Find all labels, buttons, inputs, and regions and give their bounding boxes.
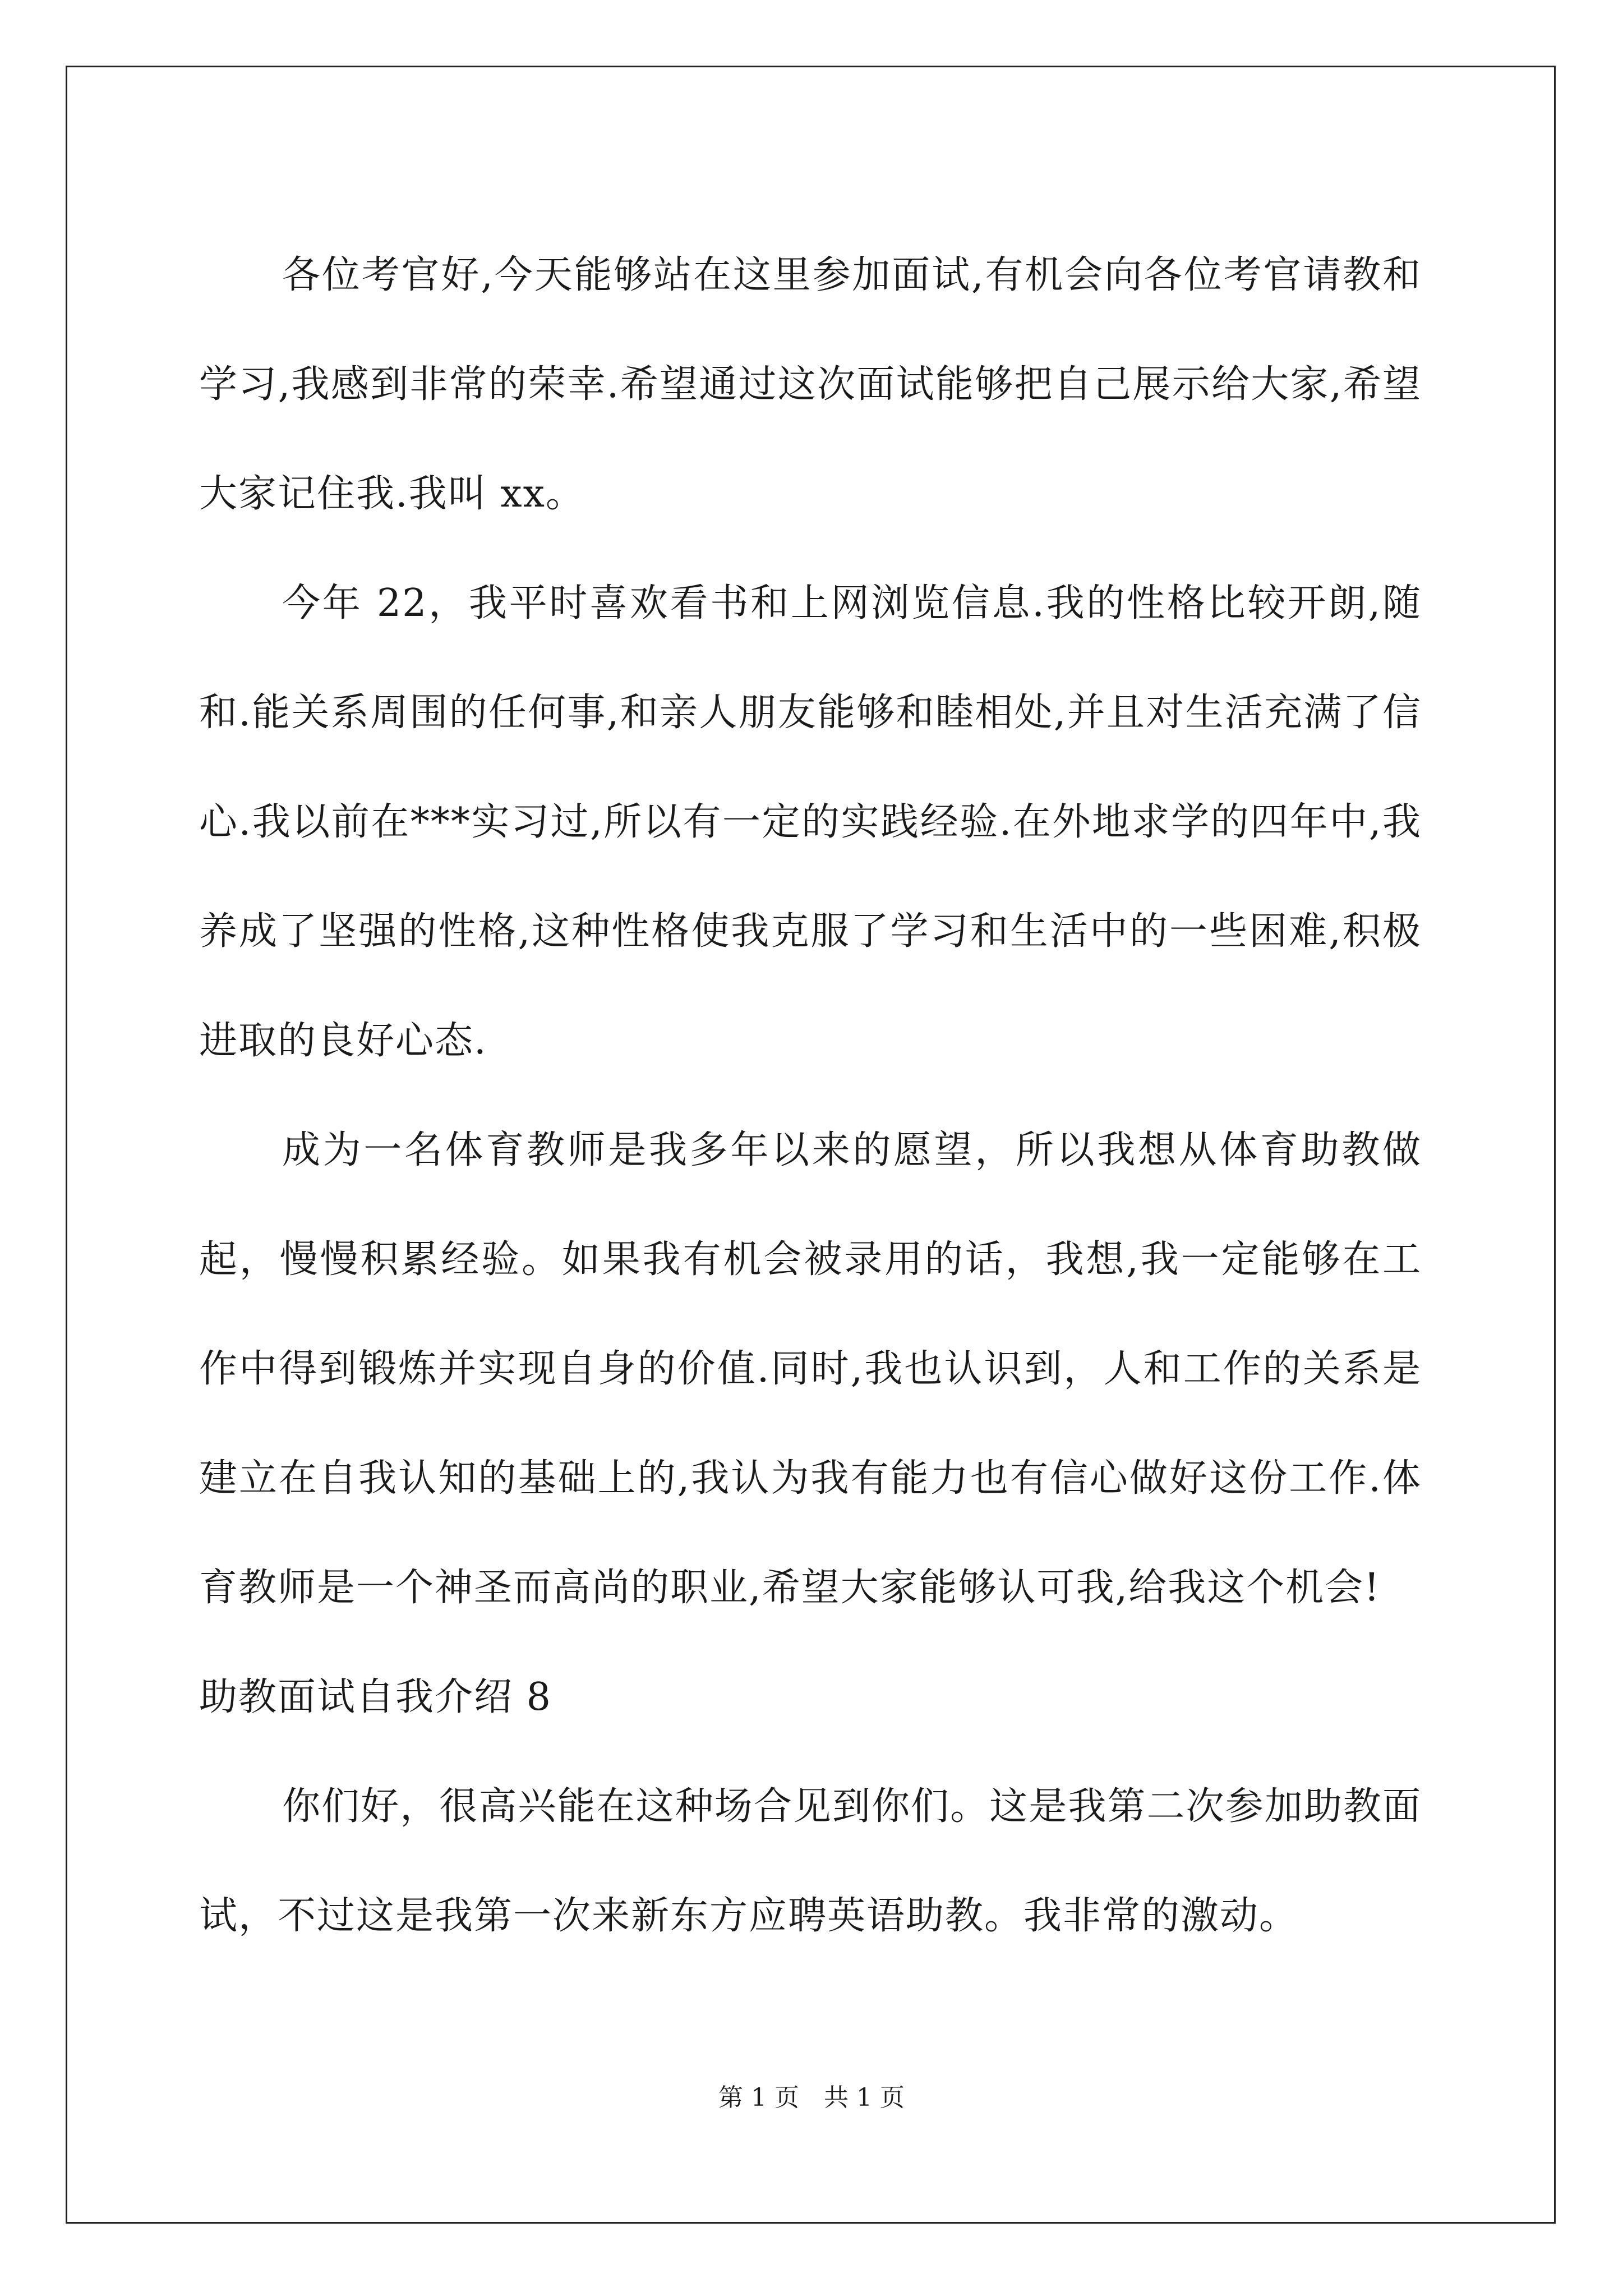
document-body bbox=[199, 220, 1422, 1971]
paragraph-introduction: 你们好，很高兴能在这种场合见到你们。这是我第二次参加助教面试，不过这是我第一次来新东方应聘英语助教。我非常的激动。 bbox=[199, 1784, 1422, 1938]
page-number: 第 1 页 共 1 页 bbox=[718, 2083, 905, 2112]
paragraph-personality: 今年 22，我平时喜欢看书和上网浏览信息.我的性格比较开朗,随和.能关系周围的任何事,和亲人朋友能够和睦相处,并且对生活充满了信心.我以前在***实习过,所以有一定的实践经验.在外地求学的四年中,我养成了坚强的性格,这种性格使我克服了学习和生活中的一些困难,积极进取的良好心态. bbox=[199, 581, 1422, 1063]
section-heading: 助教面试自我介绍 8 bbox=[199, 1675, 552, 1719]
page-footer bbox=[0, 2081, 1623, 2115]
paragraph-greeting: 各位考官好,今天能够站在这里参加面试,有机会向各位考官请教和学习,我感到非常的荣幸.希望通过这次面试能够把自己展示给大家,希望大家记住我.我叫 xx。 bbox=[199, 253, 1422, 516]
paragraph-aspiration: 成为一名体育教师是我多年以来的愿望，所以我想从体育助教做起，慢慢积累经验。如果我有机会被录用的话，我想,我一定能够在工作中得到锻炼并实现自身的价值.同时,我也认识到，人和工作的关系是建立在自我认知的基础上的,我认为我有能力也有信心做好这份工作.体育教师是一个神圣而高尚的职业,希望大家能够认可我,给我这个机会! bbox=[199, 1128, 1422, 1610]
